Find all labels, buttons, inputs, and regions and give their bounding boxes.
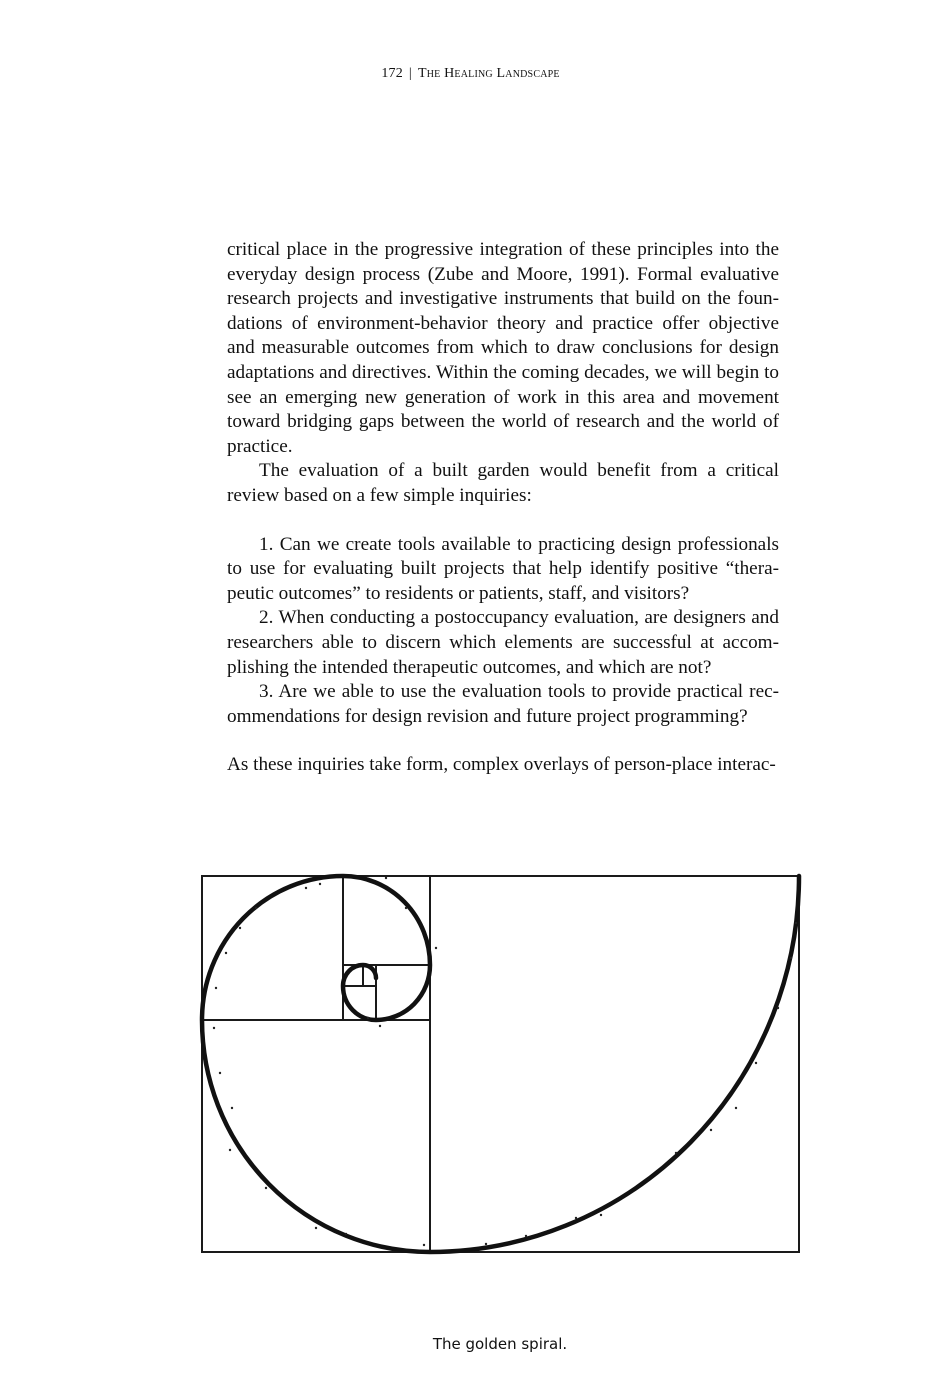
- golden-spiral-drawing: [196, 868, 806, 1260]
- inquiry-item-2: 2. When conducting a postoccupancy evaluation, are designers and researchers able to discern which elements are successful at accom-plishing the intended therapeutic outcomes, and which are not?: [227, 607, 779, 678]
- outer-rectangle: [202, 876, 799, 1252]
- running-head: [0, 66, 941, 82]
- inquiry-item-3: 3. Are we able to use the evaluation tools to provide practical rec-ommendations for design revision and future project programming?: [227, 681, 779, 727]
- body-text: [227, 238, 779, 778]
- header-separator: |: [408, 66, 412, 81]
- stipple-dots: [213, 877, 797, 1246]
- page-number: 172: [381, 66, 403, 81]
- book-title: The Healing Landscape: [417, 66, 560, 81]
- inquiry-list: [227, 533, 779, 730]
- paragraph-2: The evaluation of a built garden would benefit from a critical review based on a few simple inquiries:: [227, 460, 779, 506]
- golden-rectangle-grid: [202, 876, 799, 1252]
- paragraph-3: As these inquiries take form, complex overlays of person-place interac-: [227, 754, 776, 776]
- figure-caption: The golden spiral.: [432, 1335, 568, 1353]
- golden-spiral-figure: [196, 868, 806, 1260]
- paragraph-1: critical place in the progressive integration of these principles into the everyday design process (Zube and Moore, 1991). Formal evaluative research projects and investigative instruments that build on the foun-dations of environment-behavior theory and practice offer objective and measurable outcomes from which to draw conclusions for design adaptations and directives. Within the coming decades, we will begin to see an emerging new generation of work in this area and movement toward bridging gaps between the world of research and the world of practice.: [227, 239, 779, 457]
- golden-spiral-curve: [202, 876, 799, 1252]
- inquiry-item-1: 1. Can we create tools available to practicing design professionals to use for evaluating built projects that help identify positive “thera-peutic outcomes” to residents or patients, staff, and visitors?: [227, 533, 779, 604]
